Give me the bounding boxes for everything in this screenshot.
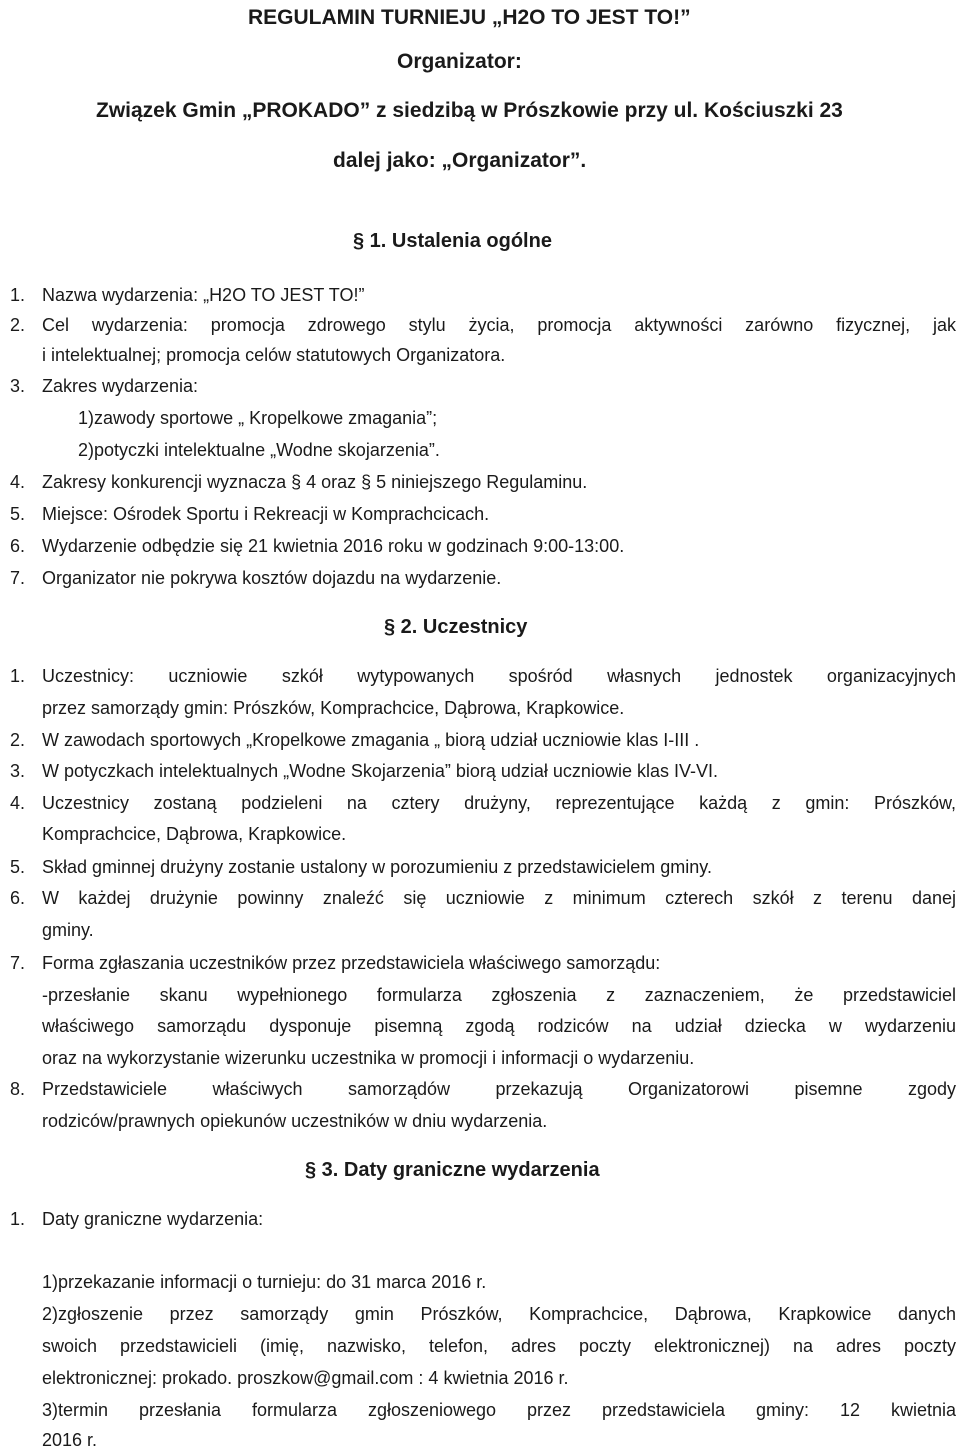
item-line: Skład gminnej drużyny zostanie ustalony w porozumieniu z przedstawicielem gminy. xyxy=(42,857,712,877)
item-line: właściwego samorządu dysponuje pisemną zgodą rodziców na udział dziecka w wydarzeniu xyxy=(42,1016,956,1036)
item-line: W zawodach sportowych „Kropelkowe zmagania „ biorą udział uczniowie klas I-III . xyxy=(42,730,700,750)
item-line: W każdej drużynie powinny znaleźć się uczniowie z minimum czterech szkół z terenu danej xyxy=(42,888,956,908)
item-line: i intelektualnej; promocja celów statutowych Organizatora. xyxy=(42,345,506,365)
item-line: Uczestnicy zostaną podzieleni na cztery drużyny, reprezentujące każdą z gmin: Prószków, xyxy=(42,793,956,813)
item-number: 2. xyxy=(10,315,26,335)
item-number: 4. xyxy=(10,793,26,813)
item-line: Przedstawiciele właściwych samorządów przekazują Organizatorowi pisemne zgody xyxy=(42,1079,956,1099)
item-number: 2. xyxy=(10,730,26,750)
item-number: 1. xyxy=(10,666,26,686)
date-line: 1)przekazanie informacji o turnieju: do 31 marca 2016 r. xyxy=(42,1272,487,1292)
date-line: 2016 r. xyxy=(42,1430,98,1450)
item-line: W potyczkach intelektualnych „Wodne Skojarzenia” biorą udział uczniowie klas IV-VI. xyxy=(42,761,718,781)
item-number: 3. xyxy=(10,376,26,396)
item-line: Daty graniczne wydarzenia: xyxy=(42,1209,264,1229)
date-line: swoich przedstawicieli (imię, nazwisko, telefon, adres poczty elektronicznej) na adres poczty xyxy=(42,1336,956,1356)
item-number: 5. xyxy=(10,504,26,524)
item-line: Organizator nie pokrywa kosztów dojazdu na wydarzenie. xyxy=(42,568,502,588)
date-line: 3)termin przesłania formularza zgłoszeniowego przez przedstawiciela gminy: 12 kwietnia xyxy=(42,1400,956,1420)
item-number: 6. xyxy=(10,536,26,556)
item-line: Forma zgłaszania uczestników przez przedstawiciela właściwego samorządu: xyxy=(42,953,661,973)
section-2-heading: § 2. Uczestnicy xyxy=(384,616,528,638)
item-line: -przesłanie skanu wypełnionego formularza zgłoszenia z zaznaczeniem, że przedstawiciel xyxy=(42,985,956,1005)
item-number: 1. xyxy=(10,285,26,305)
item-line: Komprachcice, Dąbrowa, Krapkowice. xyxy=(42,824,347,844)
section-1-heading: § 1. Ustalenia ogólne xyxy=(353,230,552,252)
organizer-label: Organizator: xyxy=(397,50,522,73)
item-number: 1. xyxy=(10,1209,26,1229)
item-subline: 2)potyczki intelektualne „Wodne skojarzenia”. xyxy=(78,440,440,460)
item-number: 5. xyxy=(10,857,26,877)
item-number: 7. xyxy=(10,568,26,588)
item-line: rodziców/prawnych opiekunów uczestników w dniu wydarzenia. xyxy=(42,1111,548,1131)
document-title: REGULAMIN TURNIEJU „H2O TO JEST TO!” xyxy=(248,6,691,29)
item-line: Miejsce: Ośrodek Sportu i Rekreacji w Komprachcicach. xyxy=(42,504,490,524)
organizer-alias: dalej jako: „Organizator”. xyxy=(333,149,587,172)
item-line: Uczestnicy: uczniowie szkół wytypowanych spośród własnych jednostek organizacyjnych xyxy=(42,666,956,686)
item-line: oraz na wykorzystanie wizerunku uczestnika w promocji i informacji o wydarzeniu. xyxy=(42,1048,695,1068)
item-number: 6. xyxy=(10,888,26,908)
section-3-heading: § 3. Daty graniczne wydarzenia xyxy=(305,1159,600,1181)
item-subline: 1)zawody sportowe „ Kropelkowe zmagania”; xyxy=(78,408,438,428)
item-line: Zakres wydarzenia: xyxy=(42,376,199,396)
item-line: Cel wydarzenia: promocja zdrowego stylu życia, promocja aktywności zarówno fizycznej, jak xyxy=(42,315,956,335)
item-line: Wydarzenie odbędzie się 21 kwietnia 2016 roku w godzinach 9:00-13:00. xyxy=(42,536,625,556)
item-line: przez samorządy gmin: Prószków, Komprachcice, Dąbrowa, Krapkowice. xyxy=(42,698,625,718)
item-line: Zakresy konkurencji wyznacza § 4 oraz § 5 niniejszego Regulaminu. xyxy=(42,472,588,492)
item-number: 7. xyxy=(10,953,26,973)
date-line: 2)zgłoszenie przez samorządy gmin Prószków, Komprachcice, Dąbrowa, Krapkowice danych xyxy=(42,1304,956,1324)
date-line: elektronicznej: prokado. proszkow@gmail.com : 4 kwietnia 2016 r. xyxy=(42,1368,569,1388)
organizer-name: Związek Gmin „PROKADO” z siedzibą w Prószkowie przy ul. Kościuszki 23 xyxy=(96,99,843,122)
item-number: 4. xyxy=(10,472,26,492)
item-number: 8. xyxy=(10,1079,26,1099)
item-line: Nazwa wydarzenia: „H2O TO JEST TO!” xyxy=(42,285,365,305)
item-line: gminy. xyxy=(42,920,94,940)
item-number: 3. xyxy=(10,761,26,781)
